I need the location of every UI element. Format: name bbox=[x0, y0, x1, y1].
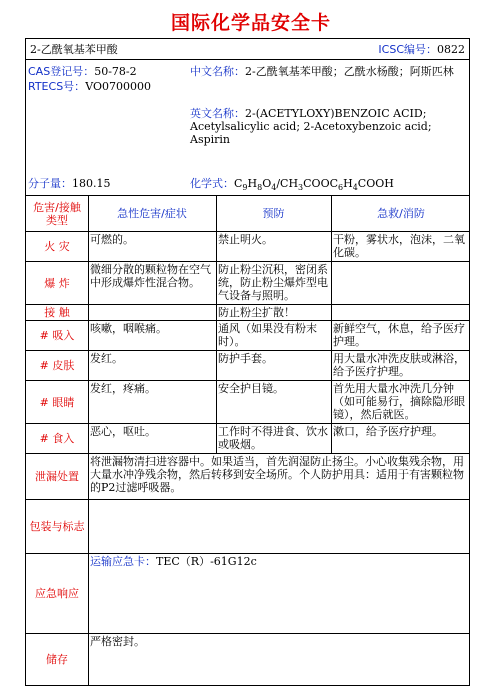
packaging-section bbox=[26, 499, 469, 553]
hazard-symptom: 恶心，呕吐。 bbox=[90, 425, 156, 438]
emergency-card-label: 运输应急卡： bbox=[90, 555, 156, 568]
identification-block bbox=[26, 59, 469, 193]
rtecs-line bbox=[26, 79, 186, 94]
hazard-row-eyes bbox=[26, 380, 469, 423]
col-prevention-header: 预防 bbox=[262, 207, 285, 220]
hazard-symptom: 发红。 bbox=[90, 352, 123, 365]
hazard-prevention: 禁止明火。 bbox=[218, 233, 273, 246]
hazard-row-inhalation bbox=[26, 320, 469, 350]
spill-section bbox=[26, 453, 469, 499]
card-title: 国际化学品安全卡 bbox=[170, 12, 331, 34]
icsc-label: ICSC编号： bbox=[378, 43, 437, 56]
cas-line bbox=[26, 64, 186, 79]
hazard-type: # 吸入 bbox=[39, 329, 75, 342]
hazard-row-explosion bbox=[26, 261, 469, 304]
hazard-column-headers bbox=[26, 195, 469, 231]
hazard-symptom bbox=[88, 305, 216, 320]
hazard-first-aid bbox=[331, 262, 471, 304]
cas-value: 50-78-2 bbox=[94, 65, 137, 78]
cn-name-line bbox=[188, 64, 468, 79]
hazard-prevention: 防止粉尘沉积，密闭系统，防止粉尘爆炸型电气设备与照明。 bbox=[218, 263, 328, 302]
hazard-type: # 眼睛 bbox=[39, 395, 75, 409]
formula-line bbox=[188, 176, 468, 195]
header-row bbox=[26, 39, 469, 59]
formula-label: 化学式： bbox=[190, 177, 234, 190]
mw-label: 分子量： bbox=[28, 177, 72, 190]
hazard-row-ingestion bbox=[26, 423, 469, 453]
emergency-card-value: TEC（R）-61G12c bbox=[156, 555, 257, 568]
cn-name-label: 中文名称： bbox=[190, 65, 245, 78]
emergency-card-line bbox=[88, 554, 469, 633]
hazard-type: 火 灾 bbox=[44, 240, 70, 253]
rtecs-value: VO0700000 bbox=[85, 80, 151, 93]
packaging-text bbox=[88, 500, 469, 553]
hazard-type: # 食入 bbox=[39, 432, 75, 445]
hazard-first-aid: 漱口，给予医疗护理。 bbox=[333, 425, 443, 438]
en-name-label: 英文名称： bbox=[190, 107, 245, 120]
hazard-symptom: 发红，疼痛。 bbox=[90, 382, 156, 395]
icsc-number bbox=[376, 42, 467, 57]
hazard-prevention: 通风（如果没有粉末时）。 bbox=[218, 322, 317, 348]
mw-value: 180.15 bbox=[72, 177, 111, 190]
hazard-first-aid: 新鲜空气，休息，给予医疗护理。 bbox=[333, 322, 465, 348]
hazard-type: 爆 炸 bbox=[44, 276, 70, 290]
storage-section bbox=[26, 633, 469, 685]
col-first-aid-header: 急救/消防 bbox=[377, 207, 425, 220]
hazard-row-contact bbox=[26, 304, 469, 320]
hazard-first-aid: 用大量水冲洗皮肤或淋浴，给予医疗护理。 bbox=[333, 352, 465, 378]
hazard-prevention: 安全护目镜。 bbox=[218, 382, 284, 395]
hazard-first-aid: 首先用大量水冲洗几分钟（如可能易行，摘除隐形眼镜），然后就医。 bbox=[333, 382, 465, 421]
storage-text: 严格密封。 bbox=[90, 635, 145, 648]
packaging-label: 包装与标志 bbox=[29, 520, 85, 533]
storage-label: 储存 bbox=[46, 653, 68, 666]
col-type-header: 危害/接触类型 bbox=[33, 200, 81, 227]
emergency-label: 应急响应 bbox=[35, 587, 79, 600]
mw-line bbox=[26, 176, 186, 191]
hazard-symptom: 微细分散的颗粒物在空气中形成爆炸性混合物。 bbox=[90, 263, 211, 289]
hazard-symptom: 咳嗽，咽喉痛。 bbox=[90, 322, 167, 335]
spill-text: 将泄漏物清扫进容器中。如果适当，首先润湿防止扬尘。小心收集残余物，用大量水冲净残余物，然后转移到安全场所。个人防护用具：适用于有害颗粒物的P2过滤呼吸器。 bbox=[90, 455, 464, 494]
hazard-row-skin bbox=[26, 350, 469, 380]
safety-card bbox=[25, 38, 470, 686]
hazard-first-aid: 干粉，雾状水，泡沫，二氧化碳。 bbox=[333, 233, 465, 259]
hazard-type: 接 触 bbox=[44, 306, 70, 319]
hazard-row-fire bbox=[26, 231, 469, 261]
hazard-prevention: 防止粉尘扩散！ bbox=[218, 306, 295, 319]
hazard-type: # 皮肤 bbox=[39, 359, 75, 372]
emergency-section bbox=[26, 553, 469, 633]
rtecs-label: RTECS号： bbox=[28, 80, 86, 93]
cn-name-value: 2-乙酰氧基苯甲酸；乙酰水杨酸；阿斯匹林 bbox=[245, 65, 454, 78]
chemical-name: 2-乙酰氧基苯甲酸 bbox=[30, 43, 118, 56]
spill-label: 泄漏处置 bbox=[35, 470, 79, 483]
icsc-value: 0822 bbox=[437, 43, 465, 56]
hazard-symptom: 可燃的。 bbox=[90, 233, 134, 246]
col-symptom-header: 急性危害/症状 bbox=[117, 207, 187, 220]
hazard-first-aid bbox=[331, 305, 471, 320]
hazard-prevention: 工作时不得进食、饮水或吸烟。 bbox=[218, 425, 328, 451]
en-name-value: 2-(ACETYLOXY)BENZOIC ACID; Acetylsalicylic acid; 2-Acetoxybenzoic acid; Aspirin bbox=[190, 107, 432, 146]
en-name-line bbox=[188, 106, 468, 147]
formula-value: $C_9H_8O_4/CH_3COOC_6H_4COOH$ bbox=[234, 177, 394, 193]
cas-label: CAS登记号： bbox=[28, 65, 95, 78]
hazard-prevention: 防护手套。 bbox=[218, 352, 273, 365]
